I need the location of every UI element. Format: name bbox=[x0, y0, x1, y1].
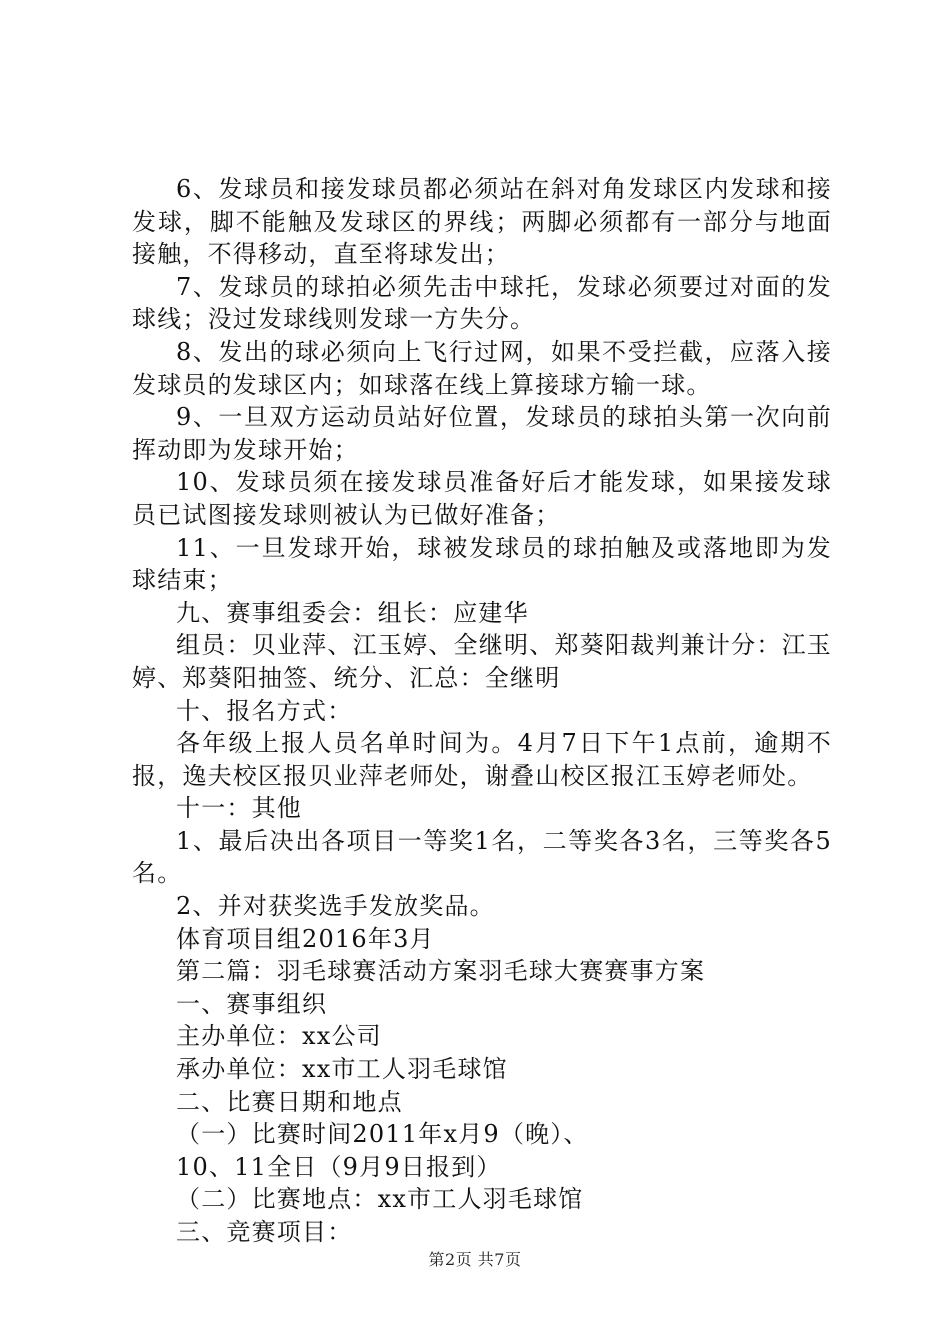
paragraph-serve-position-rule: 6、发球员和接发球员都必须站在斜对角发球区内发球和接发球，脚不能触及发球区的界线；两脚必须都有一部分与地面接触，不得移动，直至将球发出； bbox=[132, 175, 832, 269]
paragraph-match-days: 10、11全日（9月9日报到） bbox=[176, 1152, 502, 1181]
section-heading-events: 三、竞赛项目： bbox=[176, 1218, 353, 1246]
paragraph-serve-over-net-rule: 8、发出的球必须向上飞行过网，如果不受拦截，应落入接发球员的发球区内；如球落在线上算接球方输一球。 bbox=[132, 337, 832, 399]
paragraph-host: 主办单位：xx公司 bbox=[176, 1022, 382, 1051]
paragraph-committee-members: 组员：贝业萍、江玉婷、全继明、郑葵阳裁判兼计分：江玉婷、郑葵阳抽签、统分、汇总：全继明 bbox=[132, 631, 832, 692]
paragraph-serve-shuttle-rule: 7、发球员的球拍必须先击中球托，发球必须要过对面的发球线；没过发球线则发球一方失分。 bbox=[132, 272, 832, 334]
section-heading-committee: 九、赛事组委会：组长：应建华 bbox=[176, 598, 529, 627]
section-heading-other: 十一：其他 bbox=[176, 794, 302, 823]
document-body bbox=[132, 173, 832, 1249]
page-number-footer: 第2页 共7页 bbox=[428, 1250, 522, 1269]
paragraph-organizer: 承办单位：xx市工人羽毛球馆 bbox=[176, 1055, 508, 1084]
section-heading-registration: 十、报名方式： bbox=[176, 696, 353, 725]
paragraph-match-venue: （二）比赛地点：xx市工人羽毛球馆 bbox=[176, 1185, 584, 1214]
paragraph-registration-details: 各年级上报人员名单时间为。4月7日下午1点前，逾期不报，逸夫校区报贝业萍老师处，谢叠山校区报江玉婷老师处。 bbox=[132, 729, 832, 790]
paragraph-match-time: （一）比赛时间2011年x月9（晚）、 bbox=[176, 1120, 589, 1149]
paragraph-awards: 1、最后决出各项目一等奖1名，二等奖各3名，三等奖各5名。 bbox=[132, 826, 832, 888]
paragraph-prizes: 2、并对获奖选手发放奖品。 bbox=[176, 892, 495, 921]
paragraph-serve-start-rule: 9、一旦双方运动员站好位置，发球员的球拍头第一次向前挥动即为发球开始； bbox=[132, 403, 832, 464]
section-heading-date-venue: 二、比赛日期和地点 bbox=[176, 1087, 403, 1116]
paragraph-serve-end-rule: 11、一旦发球开始，球被发球员的球拍触及或落地即为发球结束； bbox=[132, 533, 832, 595]
section-heading-organization: 一、赛事组织 bbox=[176, 989, 328, 1018]
paragraph-receiver-ready-rule: 10、发球员须在接发球员准备好后才能发球，如果接发球员已试图接发球则被认为已做好准备； bbox=[132, 468, 832, 529]
chapter-heading-part-two: 第二篇：羽毛球赛活动方案羽毛球大赛赛事方案 bbox=[176, 957, 706, 986]
paragraph-signature: 体育项目组2016年3月 bbox=[176, 924, 435, 953]
